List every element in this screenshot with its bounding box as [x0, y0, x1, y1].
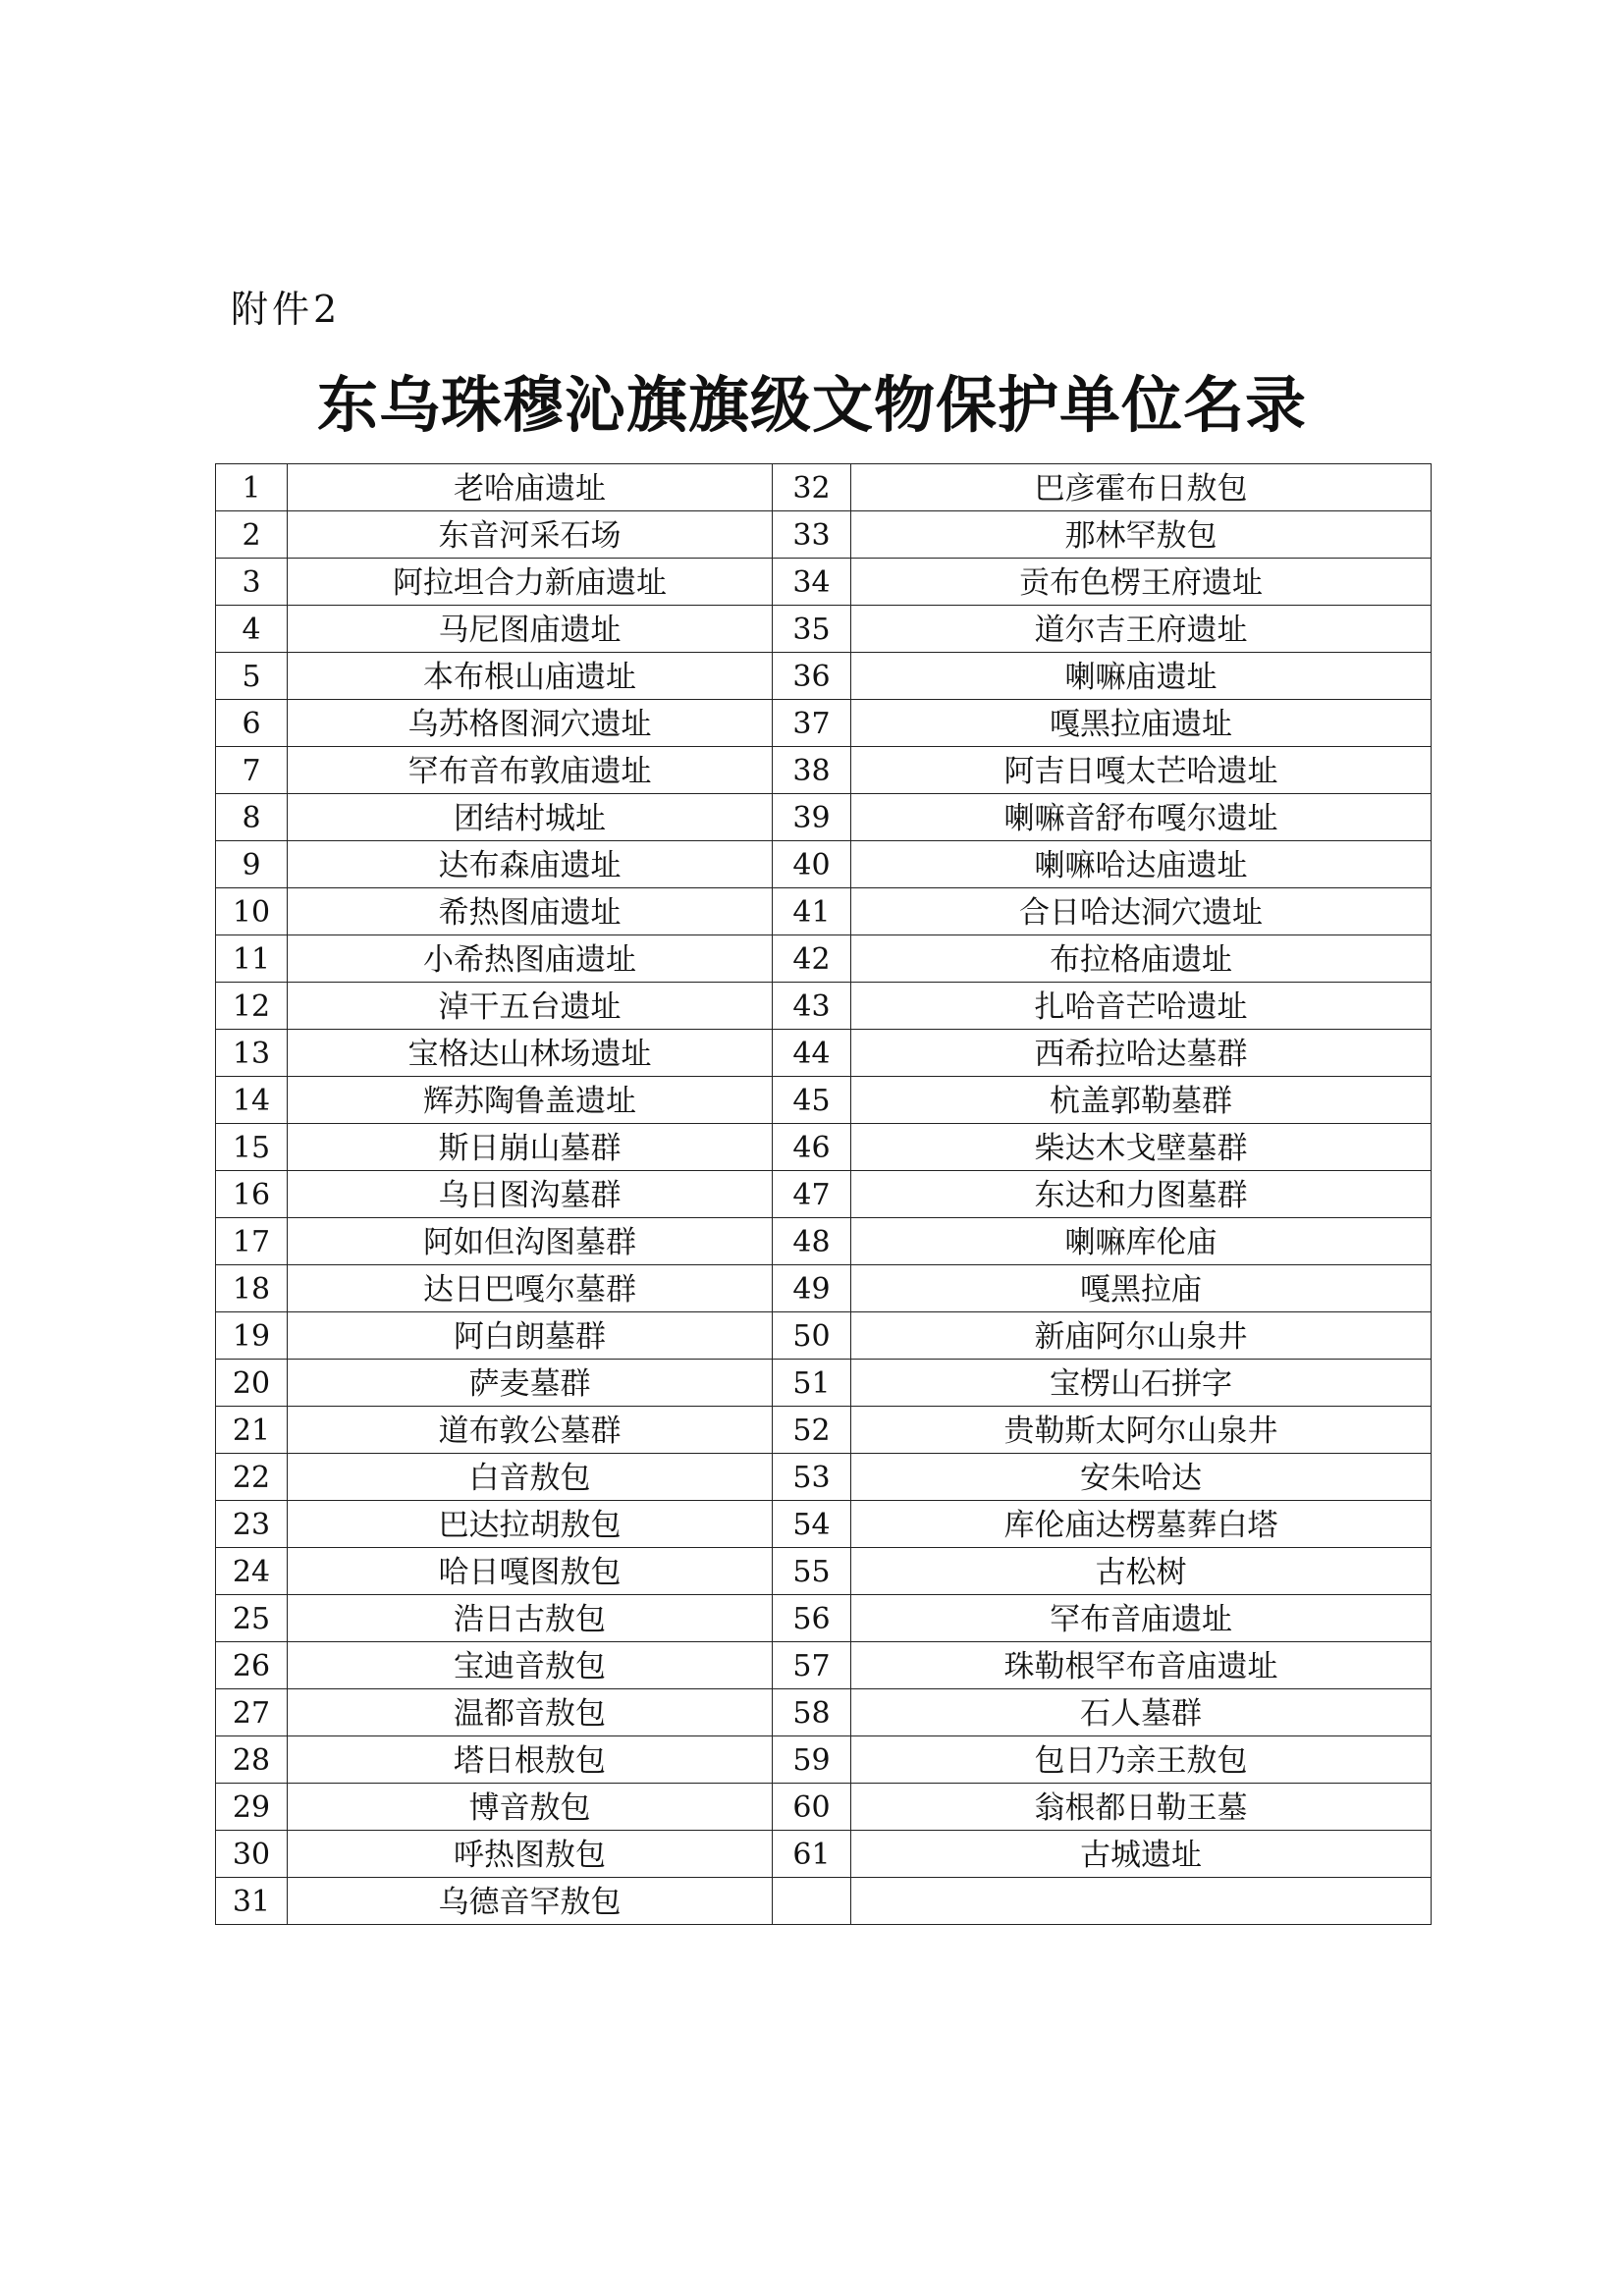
table-row [216, 1360, 1432, 1407]
site-name-cell: 阿吉日嘎太芒哈遗址 [851, 747, 1432, 794]
site-name-cell: 罕布音庙遗址 [851, 1595, 1432, 1642]
site-name-cell: 宝迪音敖包 [288, 1642, 773, 1689]
heritage-sites-table [215, 463, 1432, 1925]
table-row [216, 700, 1432, 747]
site-name-cell: 嘎黑拉庙遗址 [851, 700, 1432, 747]
table-body [216, 464, 1432, 1925]
table-row [216, 559, 1432, 606]
site-number-cell: 20 [216, 1360, 288, 1407]
site-name-cell: 喇嘛庙遗址 [851, 653, 1432, 700]
site-number-cell: 55 [773, 1548, 851, 1595]
site-name-cell: 贡布色楞王府遗址 [851, 559, 1432, 606]
table-row [216, 1124, 1432, 1171]
site-number-cell: 57 [773, 1642, 851, 1689]
site-name-cell: 白音敖包 [288, 1454, 773, 1501]
site-number-cell: 18 [216, 1265, 288, 1312]
site-name-cell: 喇嘛库伦庙 [851, 1218, 1432, 1265]
table-row [216, 841, 1432, 888]
site-name-cell: 斯日崩山墓群 [288, 1124, 773, 1171]
site-number-cell: 2 [216, 511, 288, 559]
table-row [216, 1831, 1432, 1878]
site-number-cell: 15 [216, 1124, 288, 1171]
table-row [216, 1878, 1432, 1925]
table-row [216, 1454, 1432, 1501]
site-name-cell: 乌德音罕敖包 [288, 1878, 773, 1925]
table-row [216, 1171, 1432, 1218]
site-number-cell: 35 [773, 606, 851, 653]
site-number-cell: 12 [216, 983, 288, 1030]
site-name-cell: 乌日图沟墓群 [288, 1171, 773, 1218]
site-number-cell: 5 [216, 653, 288, 700]
table-row [216, 1642, 1432, 1689]
site-number-cell: 10 [216, 888, 288, 935]
site-number-cell: 7 [216, 747, 288, 794]
site-number-cell: 61 [773, 1831, 851, 1878]
site-name-cell: 包日乃亲王敖包 [851, 1736, 1432, 1784]
site-number-cell: 6 [216, 700, 288, 747]
site-name-cell: 本布根山庙遗址 [288, 653, 773, 700]
table-row [216, 747, 1432, 794]
site-number-cell: 8 [216, 794, 288, 841]
site-name-cell: 东音河采石场 [288, 511, 773, 559]
table-row [216, 983, 1432, 1030]
site-name-cell: 布拉格庙遗址 [851, 935, 1432, 983]
site-number-cell: 32 [773, 464, 851, 511]
site-name-cell: 石人墓群 [851, 1689, 1432, 1736]
site-name-cell: 古城遗址 [851, 1831, 1432, 1878]
site-name-cell: 宝格达山林场遗址 [288, 1030, 773, 1077]
site-name-cell: 柴达木戈壁墓群 [851, 1124, 1432, 1171]
site-name-cell: 库伦庙达楞墓葬白塔 [851, 1501, 1432, 1548]
site-number-cell: 50 [773, 1312, 851, 1360]
site-number-cell: 40 [773, 841, 851, 888]
site-name-cell: 道布敦公墓群 [288, 1407, 773, 1454]
site-number-cell: 22 [216, 1454, 288, 1501]
site-name-cell: 道尔吉王府遗址 [851, 606, 1432, 653]
site-number-cell: 38 [773, 747, 851, 794]
site-name-cell: 团结村城址 [288, 794, 773, 841]
site-name-cell: 安朱哈达 [851, 1454, 1432, 1501]
site-number-cell: 31 [216, 1878, 288, 1925]
site-number-cell: 45 [773, 1077, 851, 1124]
site-name-cell: 罕布音布敦庙遗址 [288, 747, 773, 794]
site-number-cell: 11 [216, 935, 288, 983]
site-number-cell: 33 [773, 511, 851, 559]
site-number-cell: 24 [216, 1548, 288, 1595]
site-name-cell: 新庙阿尔山泉井 [851, 1312, 1432, 1360]
site-number-cell: 3 [216, 559, 288, 606]
site-number-cell: 23 [216, 1501, 288, 1548]
site-number-cell: 28 [216, 1736, 288, 1784]
site-name-cell: 西希拉哈达墓群 [851, 1030, 1432, 1077]
site-name-cell: 希热图庙遗址 [288, 888, 773, 935]
site-name-cell: 塔日根敖包 [288, 1736, 773, 1784]
site-number-cell: 21 [216, 1407, 288, 1454]
site-name-cell: 东达和力图墓群 [851, 1171, 1432, 1218]
table-row [216, 794, 1432, 841]
site-name-cell: 扎哈音芒哈遗址 [851, 983, 1432, 1030]
table-row [216, 1784, 1432, 1831]
site-number-cell: 52 [773, 1407, 851, 1454]
site-name-cell: 阿拉坦合力新庙遗址 [288, 559, 773, 606]
table-row [216, 888, 1432, 935]
site-number-cell: 53 [773, 1454, 851, 1501]
site-number-cell: 13 [216, 1030, 288, 1077]
site-number-cell: 43 [773, 983, 851, 1030]
site-name-cell: 杭盖郭勒墓群 [851, 1077, 1432, 1124]
site-number-cell: 42 [773, 935, 851, 983]
table-row [216, 1312, 1432, 1360]
attachment-label: 附件2 [231, 288, 342, 331]
site-name-cell: 喇嘛哈达庙遗址 [851, 841, 1432, 888]
table-row [216, 1218, 1432, 1265]
site-name-cell: 那林罕敖包 [851, 511, 1432, 559]
site-name-cell: 阿白朗墓群 [288, 1312, 773, 1360]
site-name-cell: 达布森庙遗址 [288, 841, 773, 888]
site-number-cell: 49 [773, 1265, 851, 1312]
site-number-cell: 47 [773, 1171, 851, 1218]
site-number-cell: 14 [216, 1077, 288, 1124]
site-name-cell: 乌苏格图洞穴遗址 [288, 700, 773, 747]
site-name-cell: 宝楞山石拼字 [851, 1360, 1432, 1407]
site-number-cell: 26 [216, 1642, 288, 1689]
site-name-cell: 达日巴嘎尔墓群 [288, 1265, 773, 1312]
site-number-cell: 37 [773, 700, 851, 747]
site-number-cell: 44 [773, 1030, 851, 1077]
site-number-cell: 60 [773, 1784, 851, 1831]
site-number-cell: 4 [216, 606, 288, 653]
site-number-cell: 29 [216, 1784, 288, 1831]
table-row [216, 1736, 1432, 1784]
site-number-cell: 41 [773, 888, 851, 935]
table-row [216, 1407, 1432, 1454]
site-number-cell: 19 [216, 1312, 288, 1360]
site-number-cell: 46 [773, 1124, 851, 1171]
site-name-cell [851, 1878, 1432, 1925]
site-name-cell: 温都音敖包 [288, 1689, 773, 1736]
site-number-cell: 27 [216, 1689, 288, 1736]
table-row [216, 1030, 1432, 1077]
table-row [216, 1077, 1432, 1124]
site-name-cell: 翁根都日勒王墓 [851, 1784, 1432, 1831]
site-name-cell: 嘎黑拉庙 [851, 1265, 1432, 1312]
site-name-cell: 小希热图庙遗址 [288, 935, 773, 983]
site-name-cell: 马尼图庙遗址 [288, 606, 773, 653]
site-name-cell: 合日哈达洞穴遗址 [851, 888, 1432, 935]
site-name-cell: 博音敖包 [288, 1784, 773, 1831]
site-number-cell: 48 [773, 1218, 851, 1265]
site-name-cell: 珠勒根罕布音庙遗址 [851, 1642, 1432, 1689]
site-name-cell: 哈日嘎图敖包 [288, 1548, 773, 1595]
page-title: 东乌珠穆沁旗旗级文物保护单位名录 [316, 369, 1307, 441]
site-number-cell: 30 [216, 1831, 288, 1878]
site-name-cell: 萨麦墓群 [288, 1360, 773, 1407]
site-name-cell: 老哈庙遗址 [288, 464, 773, 511]
site-number-cell: 59 [773, 1736, 851, 1784]
table-row [216, 935, 1432, 983]
site-number-cell: 25 [216, 1595, 288, 1642]
site-number-cell: 36 [773, 653, 851, 700]
table-row [216, 1689, 1432, 1736]
site-name-cell: 浩日古敖包 [288, 1595, 773, 1642]
site-number-cell: 58 [773, 1689, 851, 1736]
site-name-cell: 阿如但沟图墓群 [288, 1218, 773, 1265]
site-number-cell: 9 [216, 841, 288, 888]
table-row [216, 1265, 1432, 1312]
site-number-cell: 54 [773, 1501, 851, 1548]
site-name-cell: 呼热图敖包 [288, 1831, 773, 1878]
site-number-cell: 1 [216, 464, 288, 511]
site-number-cell: 56 [773, 1595, 851, 1642]
table-row [216, 606, 1432, 653]
site-name-cell: 贵勒斯太阿尔山泉井 [851, 1407, 1432, 1454]
table-row [216, 653, 1432, 700]
site-name-cell: 古松树 [851, 1548, 1432, 1595]
site-number-cell: 39 [773, 794, 851, 841]
table-row [216, 1548, 1432, 1595]
site-number-cell: 17 [216, 1218, 288, 1265]
table-row [216, 511, 1432, 559]
site-name-cell: 巴彦霍布日敖包 [851, 464, 1432, 511]
site-name-cell: 辉苏陶鲁盖遗址 [288, 1077, 773, 1124]
table-row [216, 1501, 1432, 1548]
site-name-cell: 巴达拉胡敖包 [288, 1501, 773, 1548]
table-row [216, 1595, 1432, 1642]
site-number-cell: 16 [216, 1171, 288, 1218]
table-row [216, 464, 1432, 511]
site-name-cell: 淖干五台遗址 [288, 983, 773, 1030]
site-number-cell: 34 [773, 559, 851, 606]
site-name-cell: 喇嘛音舒布嘎尔遗址 [851, 794, 1432, 841]
site-number-cell: 51 [773, 1360, 851, 1407]
site-number-cell [773, 1878, 851, 1925]
